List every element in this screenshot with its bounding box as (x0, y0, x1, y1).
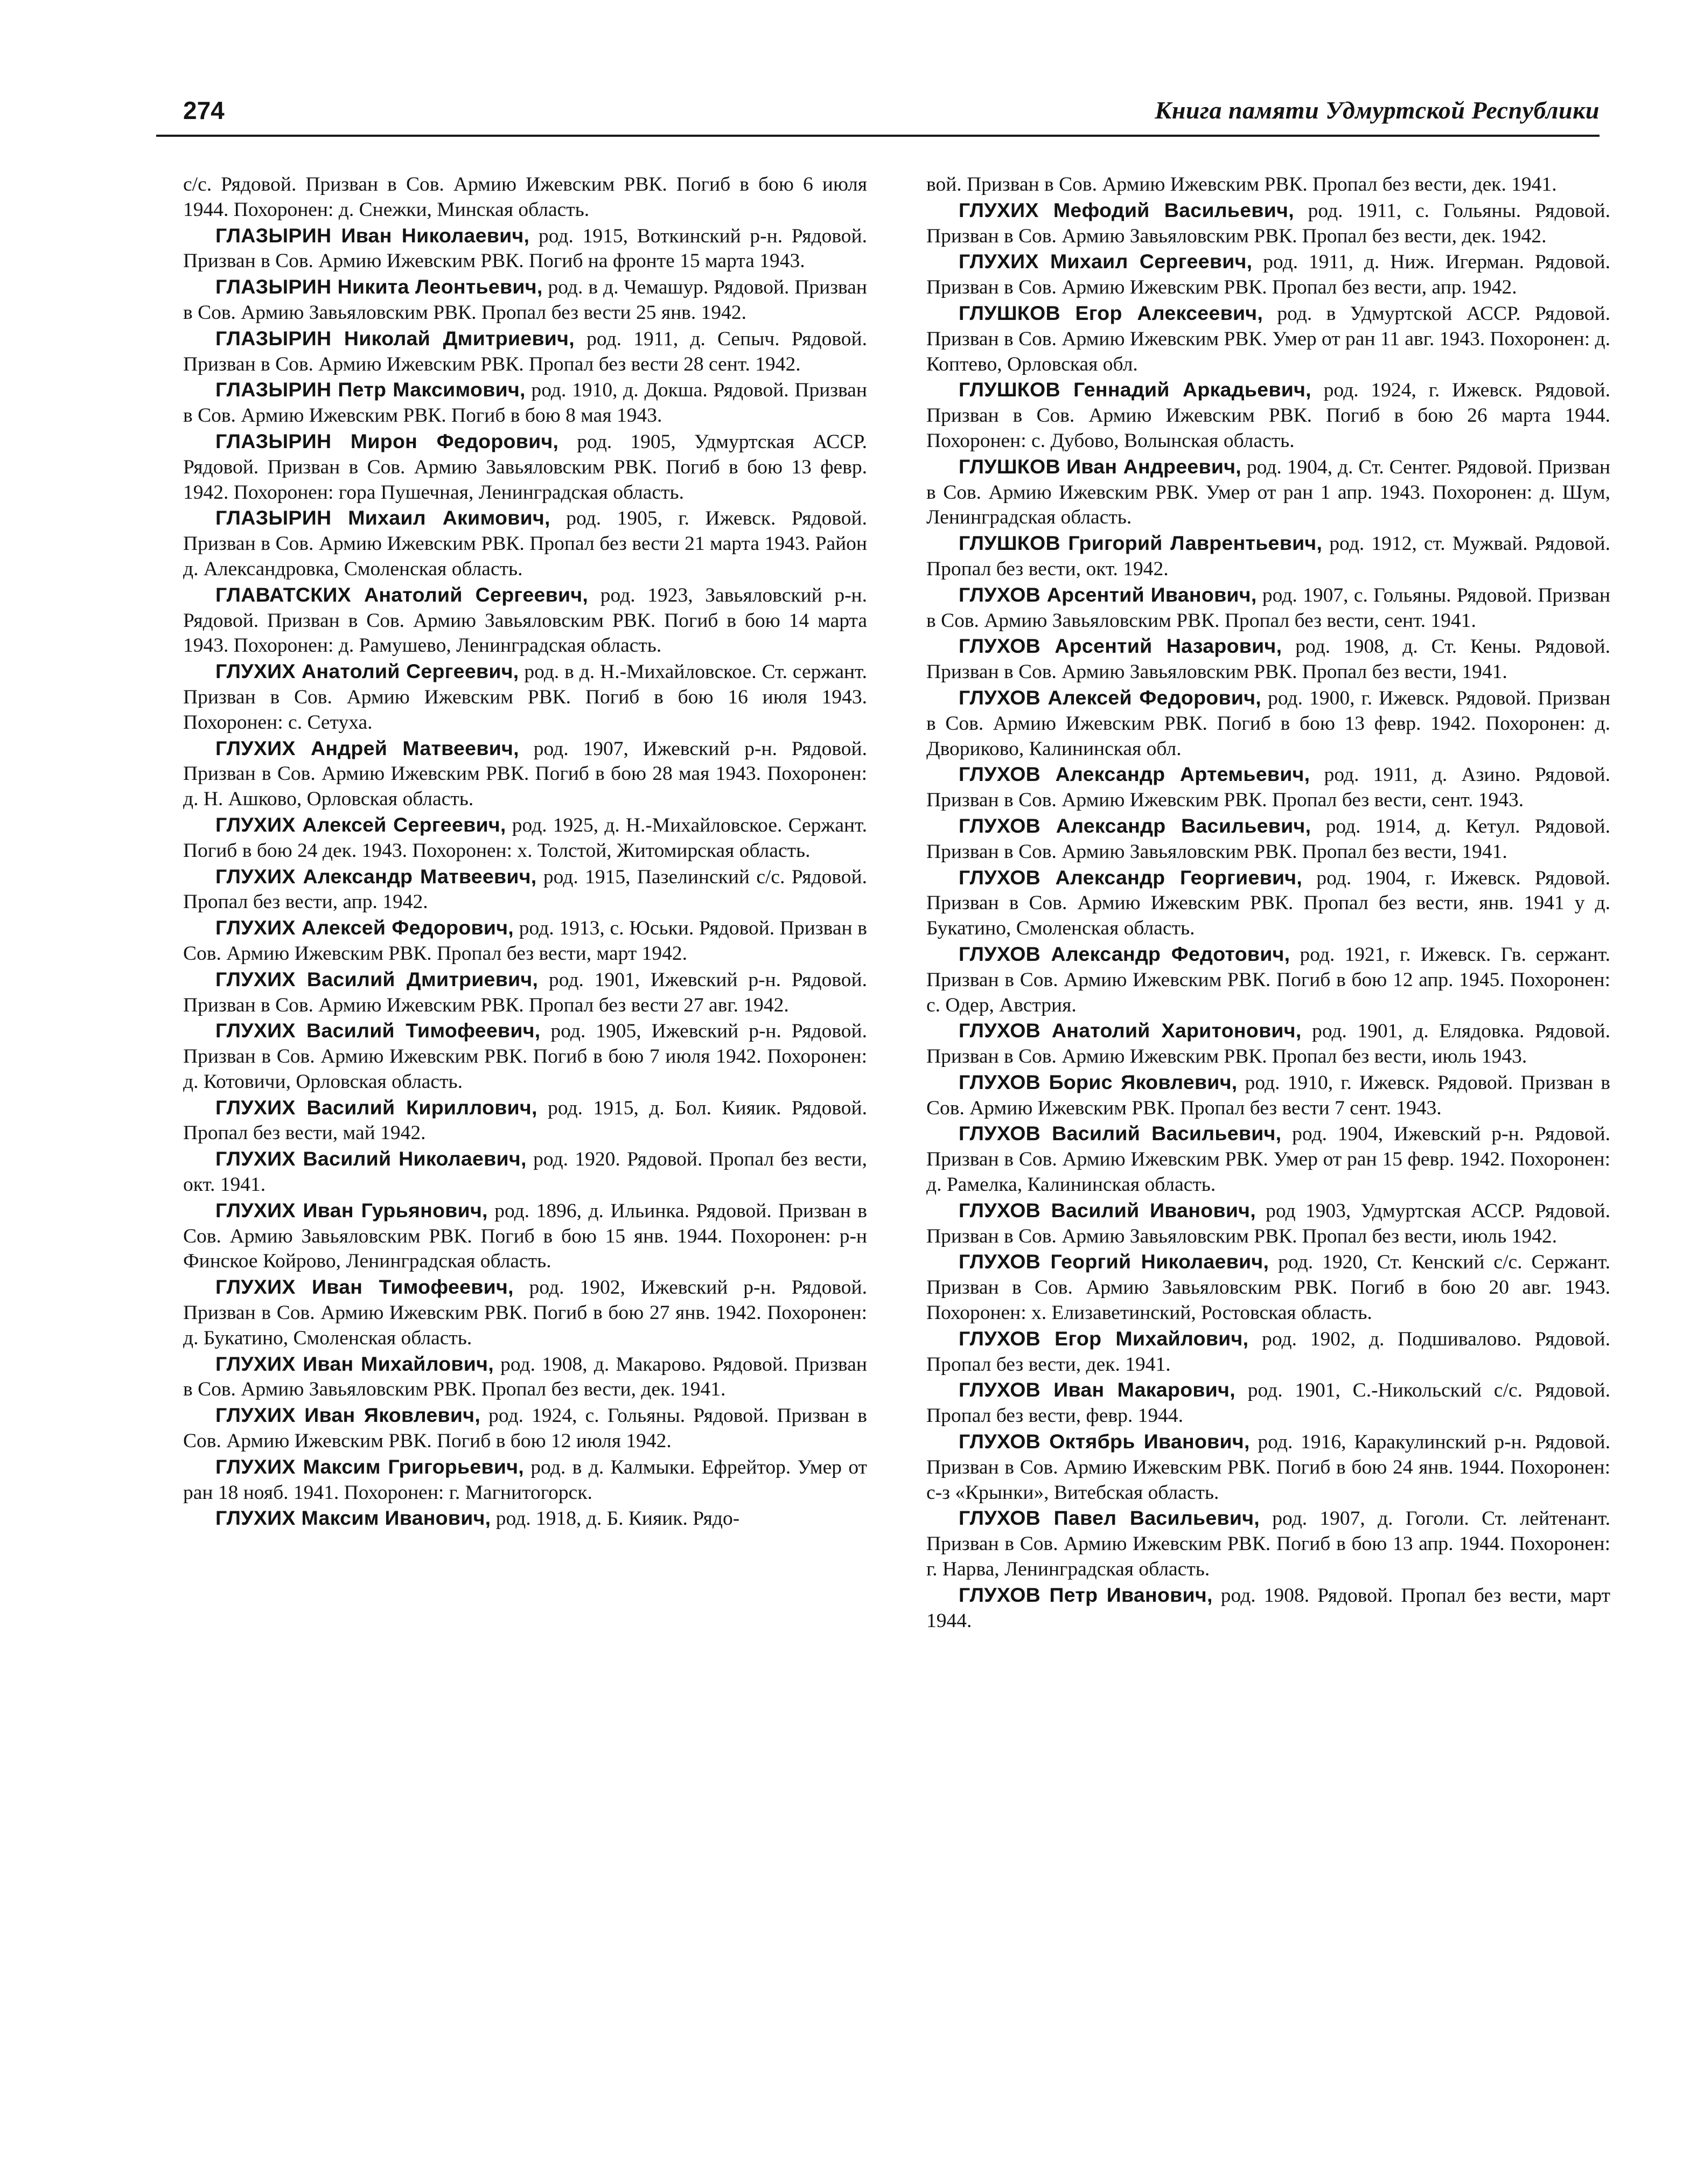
entry-text: род. 1916, Каракулинский р-н. Рядовой. Призван в Сов. Армию Ижевским РВК. Погиб в бою 24 янв. 1944. Похоронен: с-з «Крынки», Витебская область. (926, 1431, 1610, 1504)
entry-name: ГЛУХОВ Павел Васильевич, (959, 1506, 1260, 1530)
entry-name: ГЛУХОВ Октябрь Иванович, (959, 1430, 1250, 1453)
entry-text: род. 1914, д. Кетул. Рядовой. Призван в Сов. Армию Завьяловским РВК. Пропал без вести, 1941. (926, 815, 1610, 863)
entry-name: ГЛУХИХ Иван Тимофеевич, (215, 1275, 514, 1299)
entry-name: ГЛУХОВ Егор Михайлович, (959, 1327, 1249, 1350)
entry-name: ГЛАЗЫРИН Никита Леонтьевич, (215, 275, 543, 298)
entry-text: род. 1911, д. Азино. Рядовой. Призван в Сов. Армию Ижевским РВК. Пропал без вести, сент. 1943. (926, 764, 1610, 812)
entry-name: ГЛУХОВ Борис Яковлевич, (959, 1070, 1238, 1093)
entry-text: род. 1924, г. Ижевск. Рядовой. Призван в Сов. Армию Ижевским РВК. Погиб в бою 26 марта 1944. Похоронен: с. Дубово, Волынская область. (926, 379, 1611, 452)
entry-text: род. 1921, г. Ижевск. Гв. сержант. Призван в Сов. Армию Ижевским РВК. Погиб в бою 12 апр. 1945. Похоронен: с. Одер, Австрия. (926, 943, 1610, 1016)
entry-text: род. 1896, д. Ильинка. Рядовой. Призван в Сов. Армию Завьяловским РВК. Погиб в бою 15 янв. 1944. Похоронен: р-н Финское Койрово, Ленинградская область. (183, 1199, 867, 1273)
entry-name: ГЛУХИХ Василий Дмитриевич, (215, 967, 539, 990)
entry-text: род. 1904, г. Ижевск. Рядовой. Призван в Сов. Армию Ижевским РВК. Пропал без вести, янв. 1941 у д. Букатино, Смоленская область. (926, 867, 1610, 940)
memorial-entry (183, 274, 867, 326)
entry-text: род. 1920. Рядовой. Пропал без вести, окт. 1941. (183, 1148, 867, 1196)
entry-text: род. 1925, д. Н.-Михайловское. Сержант. Погиб в бою 24 дек. 1943. Похоронен: х. Толстой, Житомирская область. (183, 814, 867, 862)
entry-name: ГЛУХОВ Василий Васильевич, (959, 1122, 1282, 1145)
entry-name: ГЛУХИХ Мефодий Васильевич, (959, 198, 1294, 221)
memorial-entry (926, 1198, 1610, 1250)
memorial-entry (926, 249, 1610, 301)
entry-continuation (183, 172, 867, 223)
memorial-entry (926, 1326, 1610, 1378)
memorial-entry (183, 429, 867, 505)
entry-text: род. 1900, г. Ижевск. Рядовой. Призван в Сов. Армию Ижевским РВК. Погиб в бою 13 февр. 1942. Похоронен: д. Двориково, Калининская обл. (926, 687, 1610, 760)
entry-text: род. 1907, Ижевский р-н. Рядовой. Призван в Сов. Армию Ижевским РВК. Погиб в бою 28 мая 1943. Похоронен: д. Н. Ашково, Орловская область. (183, 737, 867, 811)
entry-text: род. в Удмуртской АССР. Рядовой. Призван в Сов. Армию Ижевским РВК. Умер от ран 11 авг. 1943. Похоронен: д. Коптево, Орловская обл. (926, 302, 1610, 375)
entry-text: род. в д. Н.-Михайловское. Ст. сержант. Призван в Сов. Армию Ижевским РВК. Погиб в бою 16 июля 1943. Похоронен: с. Сетуха. (183, 661, 867, 734)
entry-name: ГЛАЗЫРИН Михаил Акимович, (215, 506, 550, 529)
memorial-entry (183, 659, 867, 735)
entry-name: ГЛУХОВ Анатолий Харитонович, (959, 1019, 1302, 1042)
entry-text: род. 1907, д. Гоголи. Ст. лейтенант. Призван в Сов. Армию Ижевским РВК. Погиб в бою 13 апр. 1944. Похоронен: г. Нарва, Ленинградская область. (926, 1508, 1610, 1581)
entry-name: ГЛУХОВ Василий Иванович, (959, 1198, 1256, 1222)
memorial-entry (183, 1351, 867, 1403)
memorial-entry (183, 326, 867, 378)
entry-name: ГЛУХОВ Арсентий Иванович, (959, 583, 1257, 606)
memorial-entry (183, 1505, 867, 1532)
entry-text: род. 1905, Удмуртская АССР. Рядовой. Призван в Сов. Армию Завьяловским РВК. Погиб в бою 13 февр. 1942. Похоронен: гора Пушечная, Ленинградская область. (183, 430, 867, 504)
entry-text: род. в д. Калмыки. Ефрейтор. Умер от ран 18 нояб. 1941. Похоронен: г. Магнитогорск. (183, 1456, 867, 1504)
memorial-entry (926, 1070, 1610, 1121)
entry-name: ГЛУШКОВ Геннадий Аркадьевич, (959, 378, 1311, 401)
entry-text: род. 1908, д. Ст. Кены. Рядовой. Призван в Сов. Армию Завьяловским РВК. Пропал без вести, 1941. (926, 636, 1610, 683)
entry-text: род. 1913, с. Юськи. Рядовой. Призван в Сов. Армию Ижевским РВК. Пропал без вести, март 1942. (183, 917, 868, 965)
entry-name: ГЛУХОВ Александр Георгиевич, (959, 866, 1303, 889)
entry-text: род. 1907, с. Гольяны. Рядовой. Призван в Сов. Армию Завьяловским РВК. Пропал без вести, сент. 1941. (926, 584, 1610, 632)
entry-text: род. 1911, д. Сепыч. Рядовой. Призван в Сов. Армию Ижевским РВК. Пропал без вести 28 сент. 1942. (183, 327, 867, 375)
memorial-entry (183, 1454, 867, 1506)
entry-text: род. 1918, д. Б. Кияик. Рядо- (491, 1508, 740, 1530)
entry-name: ГЛАЗЫРИН Иван Николаевич, (215, 224, 530, 247)
memorial-entry (183, 505, 867, 582)
entry-name: ГЛУХОВ Арсентий Назарович, (959, 634, 1282, 658)
entry-text: род. 1911, д. Ниж. Игерман. Рядовой. Призван в Сов. Армию Ижевским РВК. Пропал без вести, апр. 1942. (926, 251, 1610, 299)
entry-text: с/с. Рядовой. Призван в Сов. Армию Ижевским РВК. Погиб в бою 6 июля 1944. Похоронен: д. Снежки, Минская область. (183, 173, 867, 221)
right-column (926, 172, 1610, 1634)
memorial-entry (183, 1198, 867, 1274)
memorial-entry (183, 1095, 867, 1147)
entry-text: род. 1915, Воткинский р-н. Рядовой. Призван в Сов. Армию Ижевским РВК. Погиб на фронте 15 марта 1943. (183, 225, 867, 273)
entry-text: род. 1923, Завьяловский р-н. Рядовой. Призван в Сов. Армию Завьяловским РВК. Погиб в бою 14 марта 1943. Похоронен: д. Рамушево, Ленинградская область. (183, 584, 868, 657)
entry-name: ГЛУХИХ Максим Иванович, (215, 1506, 491, 1530)
running-title: Книга памяти Удмуртской Республики (1155, 96, 1600, 124)
memorial-entry (183, 1274, 867, 1351)
memorial-entry (926, 1505, 1610, 1582)
left-column (183, 172, 867, 1532)
memorial-entry (926, 1582, 1610, 1634)
entry-name: ГЛУШКОВ Егор Алексеевич, (959, 301, 1263, 324)
memorial-entry (926, 198, 1610, 249)
entry-text: род. 1904, д. Ст. Сентег. Рядовой. Призван в Сов. Армию Ижевским РВК. Умер от ран 1 апр. 1943. Похоронен: д. Шум, Ленинградская область. (926, 456, 1610, 529)
memorial-entry (183, 967, 867, 1018)
entry-name: ГЛУХИХ Василий Кириллович, (215, 1096, 537, 1119)
entry-name: ГЛУХИХ Василий Тимофеевич, (215, 1019, 541, 1042)
entry-name: ГЛУШКОВ Иван Андреевич, (959, 455, 1242, 478)
memorial-entry (183, 812, 867, 864)
entry-text: род. 1915, д. Бол. Кияик. Рядовой. Пропал без вести, май 1942. (183, 1097, 867, 1145)
entry-name: ГЛУХИХ Михаил Сергеевич, (959, 250, 1253, 273)
entry-text: род. 1901, д. Елядовка. Рядовой. Призван в Сов. Армию Ижевским РВК. Пропал без вести, июль 1943. (926, 1020, 1610, 1068)
entry-name: ГЛУХИХ Иван Михайлович, (215, 1352, 494, 1375)
entry-name: ГЛУХОВ Иван Макарович, (959, 1378, 1235, 1401)
entry-text: род. 1920, Ст. Кенский с/с. Сержант. Призван в Сов. Армию Завьяловским РВК. Погиб в бою 20 авг. 1943. Похоронен: х. Елизаветинский, Ростовская область. (926, 1251, 1610, 1324)
entry-text: род. 1904, Ижевский р-н. Рядовой. Призван в Сов. Армию Ижевским РВК. Умер от ран 15 февр. 1942. Похоронен: д. Рамелка, Калининская область. (926, 1123, 1610, 1196)
memorial-entry (926, 582, 1610, 634)
memorial-entry (926, 454, 1610, 531)
memorial-entry (926, 377, 1610, 453)
memorial-entry (926, 633, 1610, 685)
memorial-entry (183, 582, 867, 659)
entry-name: ГЛУХИХ Алексей Сергеевич, (215, 813, 506, 836)
entry-name: ГЛУХОВ Александр Федотович, (959, 942, 1290, 965)
memorial-entry (183, 864, 867, 916)
entry-text: род. 1924, с. Гольяны. Рядовой. Призван в Сов. Армию Ижевским РВК. Погиб в бою 12 июля 1942. (183, 1405, 867, 1453)
entry-name: ГЛУХИХ Максим Григорьевич, (215, 1455, 525, 1478)
memorial-entry (926, 941, 1610, 1018)
memorial-entry (183, 223, 867, 275)
memorial-entry (183, 736, 867, 812)
entry-text: род. 1912, ст. Мужвай. Рядовой. Пропал без вести, окт. 1942. (926, 533, 1610, 580)
entry-name: ГЛУХИХ Александр Матвеевич, (215, 864, 537, 888)
memorial-entry (926, 531, 1610, 582)
entry-text: род. 1901, Ижевский р-н. Рядовой. Призван в Сов. Армию Ижевским РВК. Пропал без вести 27 авг. 1942. (183, 968, 867, 1016)
entry-text: род. 1908, д. Макарово. Рядовой. Призван в Сов. Армию Завьяловским РВК. Пропал без вести, дек. 1941. (183, 1353, 867, 1401)
entry-text: род. 1915, Пазелинский с/с. Рядовой. Пропал без вести, апр. 1942. (183, 866, 867, 913)
memorial-entry (926, 685, 1610, 762)
memorial-entry (926, 762, 1610, 813)
entry-name: ГЛУХОВ Георгий Николаевич, (959, 1250, 1269, 1273)
memorial-entry (926, 1249, 1610, 1325)
entry-name: ГЛУХИХ Иван Гурьянович, (215, 1198, 488, 1222)
memorial-entry (183, 915, 867, 967)
entry-name: ГЛАЗЫРИН Николай Дмитриевич, (215, 326, 575, 350)
memorial-entry (926, 1429, 1610, 1505)
entry-text: род. 1901, С.-Никольский с/с. Рядовой. Пропал без вести, февр. 1944. (926, 1379, 1610, 1427)
entry-name: ГЛУХИХ Андрей Матвеевич, (215, 736, 519, 759)
entry-name: ГЛУХИХ Василий Николаевич, (215, 1147, 527, 1170)
memorial-entry (183, 377, 867, 429)
entry-name: ГЛУХОВ Алексей Федорович, (959, 686, 1262, 709)
entry-text: род. 1911, с. Гольяны. Рядовой. Призван в Сов. Армию Завьяловским РВК. Пропал без вести, дек. 1942. (926, 199, 1610, 247)
entry-text: род. 1902, Ижевский р-н. Рядовой. Призван в Сов. Армию Ижевским РВК. Погиб в бою 27 янв. 1942. Похоронен: д. Букатино, Смоленская область. (183, 1276, 867, 1349)
entry-name: ГЛУХИХ Анатолий Сергеевич, (215, 660, 519, 683)
memorial-entry (183, 1146, 867, 1198)
entry-text: род. 1908. Рядовой. Пропал без вести, март 1944. (926, 1584, 1611, 1632)
entry-text: род. 1910, д. Докша. Рядовой. Призван в Сов. Армию Ижевским РВК. Погиб в бою 8 мая 1943. (183, 379, 868, 427)
entry-name: ГЛАВАТСКИХ Анатолий Сергеевич, (215, 583, 589, 606)
page-number: 274 (183, 96, 225, 124)
memorial-entry (926, 301, 1610, 377)
entry-name: ГЛАЗЫРИН Петр Максимович, (215, 378, 526, 401)
memorial-entry (183, 1402, 867, 1454)
entry-text: род. 1910, г. Ижевск. Рядовой. Призван в Сов. Армию Ижевским РВК. Пропал без вести 7 сент. 1943. (926, 1071, 1610, 1119)
memorial-entry (926, 865, 1610, 941)
memorial-entry (926, 1018, 1610, 1070)
entry-text: род. в д. Чемашур. Рядовой. Призван в Сов. Армию Завьяловским РВК. Пропал без вести 25 янв. 1942. (183, 276, 867, 324)
memorial-entry (926, 813, 1610, 865)
entry-name: ГЛАЗЫРИН Мирон Федорович, (215, 429, 559, 452)
entry-continuation (926, 172, 1610, 198)
entry-name: ГЛУХИХ Иван Яковлевич, (215, 1404, 481, 1427)
memorial-entry (183, 1018, 867, 1094)
entry-name: ГЛУХОВ Александр Васильевич, (959, 814, 1311, 837)
memorial-entry (926, 1377, 1610, 1429)
entry-name: ГЛУХОВ Александр Артемьевич, (959, 763, 1310, 786)
entry-text: вой. Призван в Сов. Армию Ижевским РВК. Пропал без вести, дек. 1941. (926, 173, 1557, 196)
entry-name: ГЛУХИХ Алексей Федорович, (215, 916, 514, 939)
entry-text: род. 1905, г. Ижевск. Рядовой. Призван в Сов. Армию Ижевским РВК. Пропал без вести 21 марта 1943. Район д. Александровка, Смоленская область. (183, 507, 867, 580)
page-header (156, 86, 1600, 137)
entry-text: род 1903, Удмуртская АССР. Рядовой. Призван в Сов. Армию Завьяловским РВК. Пропал без вести, июль 1942. (926, 1199, 1610, 1247)
entry-name: ГЛУХОВ Петр Иванович, (959, 1583, 1213, 1606)
entry-text: род. 1905, Ижевский р-н. Рядовой. Призван в Сов. Армию Ижевским РВК. Погиб в бою 7 июля 1942. Похоронен: д. Котовичи, Орловская область. (183, 1020, 867, 1093)
entry-name: ГЛУШКОВ Григорий Лаврентьевич, (959, 532, 1323, 555)
entry-text: род. 1902, д. Подшивалово. Рядовой. Пропал без вести, дек. 1941. (926, 1328, 1610, 1376)
memorial-entry (926, 1121, 1610, 1197)
